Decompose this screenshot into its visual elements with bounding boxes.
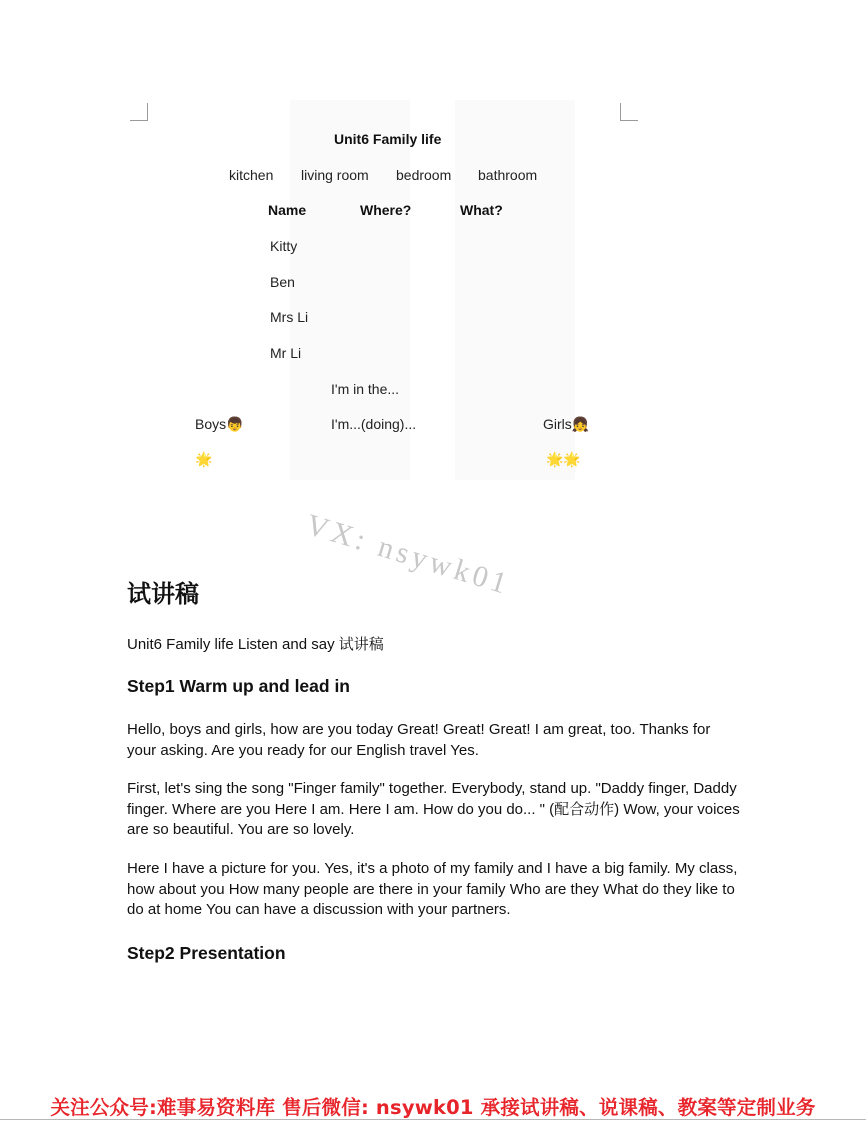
section-heading-step1: Step1 Warm up and lead in — [127, 676, 350, 696]
slide-title: Unit6 Family life — [334, 131, 442, 147]
room-word-bathroom: bathroom — [478, 167, 538, 183]
paragraph: Here I have a picture for you. Yes, it's a photo of my family and I have a big family. My class, how about you How many people are there in your family Who are they What do they like to do at home You can have a discussion with your partners. — [127, 860, 738, 918]
margin-corner-mark-right — [620, 103, 638, 121]
team-girls-label: Girls — [543, 416, 572, 432]
table-row-name: Mrs Li — [270, 309, 309, 325]
girls-star-icon: 🌟🌟 — [546, 451, 581, 467]
table-row-name: Ben — [270, 274, 295, 290]
sentence-pattern-in-the: I'm in the... — [331, 381, 400, 397]
footer-divider — [0, 1119, 866, 1120]
table-header-where: Where? — [360, 202, 412, 218]
team-boys — [195, 416, 244, 433]
table-header-name: Name — [268, 202, 307, 218]
section-heading-step2: Step2 Presentation — [127, 943, 286, 963]
table-header-what: What? — [460, 202, 503, 218]
watermark: VX: nsywk01 — [302, 508, 515, 602]
girl-icon: 👧 — [571, 416, 590, 432]
room-word-bedroom: bedroom — [396, 167, 452, 183]
paragraph: First, let's sing the song "Finger family" together. Everybody, stand up. "Daddy finger, Daddy finger. Where are you Here I am. Here I am. How do you do... " (配合动作) Wow, your voices are so beautiful. You are so lovely. — [127, 780, 740, 838]
document-subtitle: Unit6 Family life Listen and say 试讲稿 — [127, 636, 384, 653]
paragraph: Hello, boys and girls, how are you today Great! Great! Great! I am great, too. Thanks for your asking. Are you ready for our English travel Yes. — [127, 721, 711, 759]
promo-footer-banner: 关注公众号:难事易资料库 售后微信: nsywk01 承接试讲稿、说课稿、教案等定制业务 — [50, 1096, 816, 1119]
document-heading: 试讲稿 — [127, 580, 199, 608]
team-girls — [543, 416, 589, 433]
sentence-pattern-doing: I'm...(doing)... — [331, 416, 417, 432]
table-row-name: Mr Li — [270, 345, 302, 361]
margin-corner-mark-left — [130, 103, 148, 121]
room-word-kitchen: kitchen — [229, 167, 274, 183]
table-row-name: Kitty — [270, 238, 298, 254]
room-word-living-room: living room — [301, 167, 369, 183]
boys-star-icon: 🌟 — [195, 451, 213, 467]
boy-icon: 👦 — [226, 416, 244, 432]
team-boys-label: Boys — [195, 416, 227, 432]
